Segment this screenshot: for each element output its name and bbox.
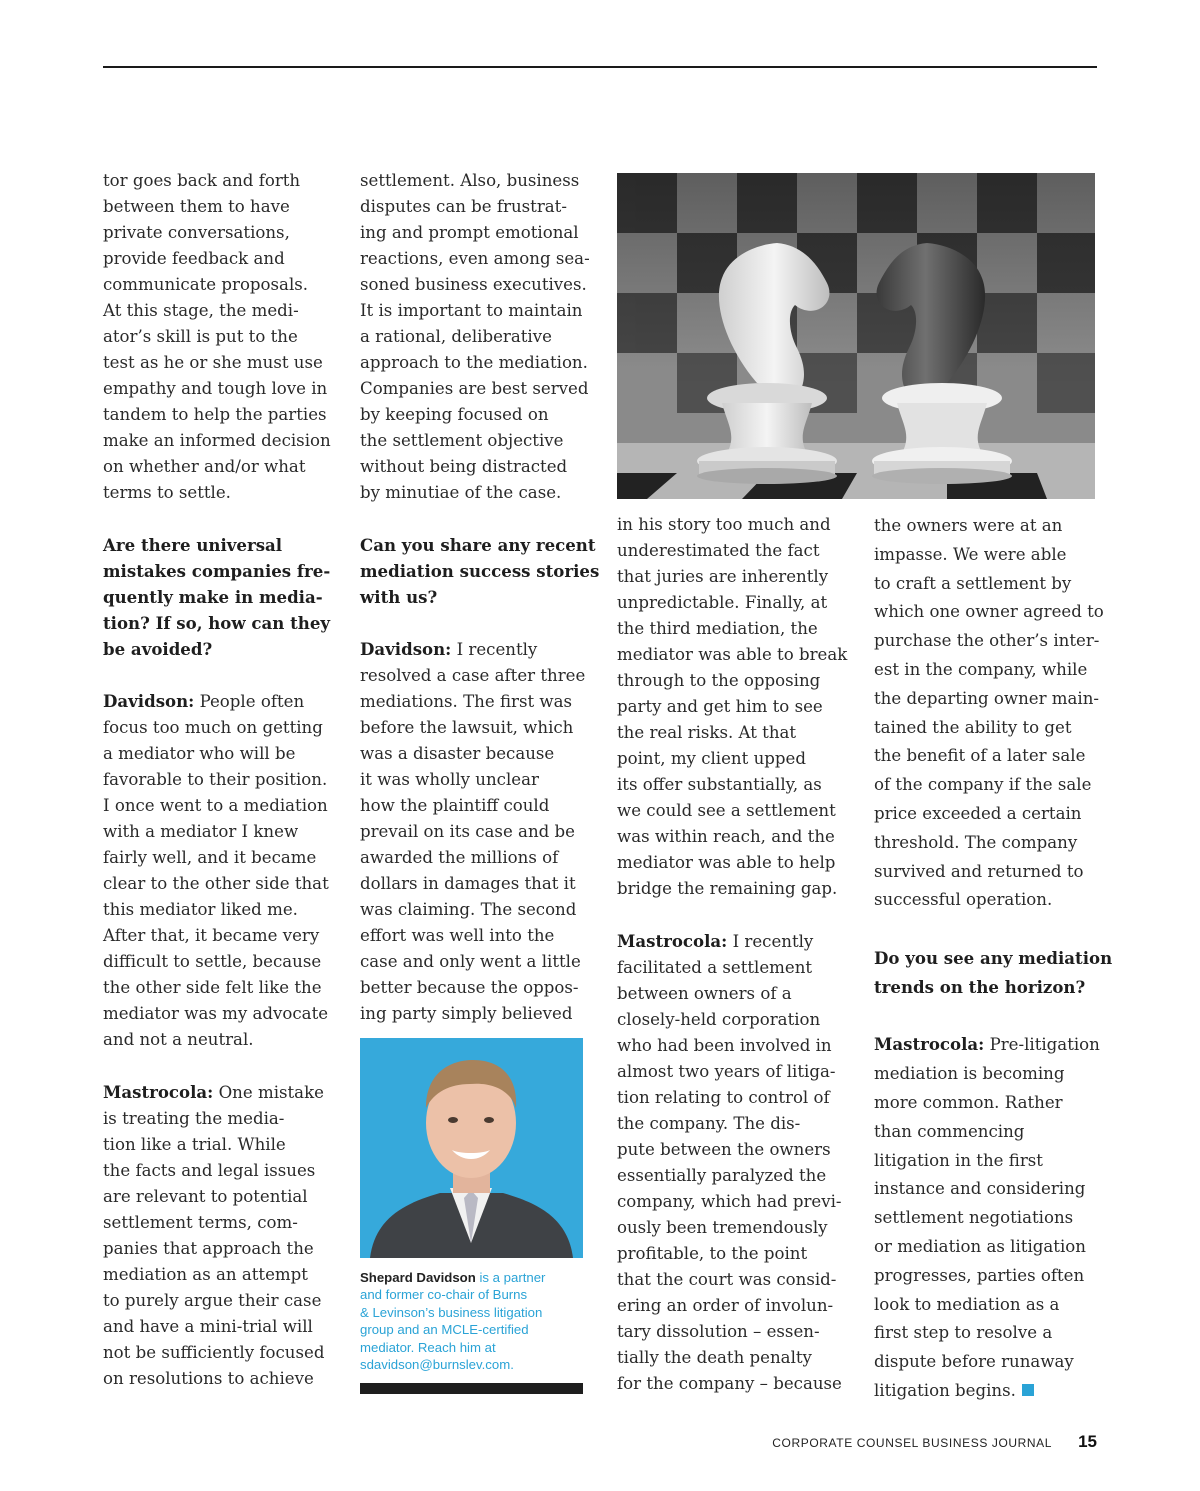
paragraph: the owners were at an impasse. We were able to craft a settlement by which one owner agreed to purchase the other’s inter- est in the company, while the departing owner main- tained the ability to get the benefit of a later sale of the company if the sale price exceeded a certain threshold. The company survived and returned to successful operation. bbox=[874, 516, 1104, 910]
interview-answer: Mastrocola: I recently facilitated a settlement between owners of a closely-held corporation who had been involved in almost two years of litiga- tion relating to control of the company. The dis- pute between the owners essentially paralyzed the company, which had previ- ously been tremendously profitable, to the point that the court was consid- ering an order of involun- tary dissolution – essen- tially the death penalty for the company – because bbox=[617, 931, 842, 1393]
interview-question: Can you share any recent mediation success stories with us? bbox=[360, 535, 600, 607]
end-of-article-square-icon bbox=[1022, 1384, 1034, 1396]
speaker-name: Mastrocola: bbox=[617, 931, 728, 951]
paragraph: settlement. Also, business disputes can be frustrat- ing and prompt emotional reactions, even among sea- soned business executives. It is important to maintain a rational, deliberative approach to the mediation. Companies are best served by keeping focused on the settlement objective without being distracted by minutiae of the case. bbox=[360, 171, 590, 502]
paragraph: tor goes back and forth between them to have private conversations, provide feedback and communicate proposals. At this stage, the medi- ator’s skill is put to the test as he or she must use empathy and tough love in tandem to help the parties make an informed decision on whether and/or what terms to settle. bbox=[103, 171, 331, 502]
author-bio-caption: Shepard Davidson is a partner and former co-chair of Burns & Levinson’s business litigation group and an MCLE-certified mediator. Reach him at sdavidson@burnslev.com. bbox=[360, 1269, 585, 1373]
speaker-name: Mastrocola: bbox=[874, 1034, 985, 1055]
caption-bar bbox=[360, 1383, 583, 1394]
page-number: 15 bbox=[1078, 1432, 1097, 1451]
interview-answer: Davidson: I recently resolved a case after three mediations. The first was before the lawsuit, which was a disaster because it was wholly unclear how the plaintiff could prevail on its case and be awarded the millions of dollars in damages that it was claiming. The second effort was well into the case and only went a little better because the oppos- ing party simply believed bbox=[360, 639, 586, 1023]
article-column-1 bbox=[103, 168, 331, 1392]
article-column-2 bbox=[360, 168, 600, 1027]
author-portrait-photo bbox=[360, 1038, 583, 1258]
speaker-name: Davidson: bbox=[360, 639, 452, 659]
interview-answer: Mastrocola: Pre-litigation mediation is becoming more common. Rather than commencing litigation in the first instance and considering settlement negotiations or mediation as litigation progresses, parties often look to mediation as a first step to resolve a dispute before runaway litigation begins. bbox=[874, 1034, 1100, 1400]
interview-question: Do you see any mediation trends on the horizon? bbox=[874, 947, 1113, 997]
speaker-name: Mastrocola: bbox=[103, 1082, 214, 1102]
interview-answer: Mastrocola: One mistake is treating the media- tion like a trial. While the facts and legal issues are relevant to potential settlement terms, com- panies that approach the mediation as an attempt to purely argue their case and have a mini-trial will not be sufficiently focused on resolutions to achieve bbox=[103, 1082, 325, 1388]
top-rule bbox=[103, 66, 1097, 68]
article-column-3 bbox=[617, 512, 848, 1397]
speaker-name: Davidson: bbox=[103, 691, 195, 711]
publication-name: CORPORATE COUNSEL BUSINESS JOURNAL bbox=[772, 1436, 1053, 1450]
paragraph: in his story too much and underestimated the fact that juries are inherently unpredictable. Finally, at the third mediation, the mediator was able to break through to the opposing party and get him to see the real risks. At that point, my client upped its offer substantially, as we could see a settlement was within reach, and the mediator was able to help bridge the remaining gap. bbox=[617, 515, 848, 898]
interview-question: Are there universal mistakes companies fre- quently make in media- tion? If so, how can they be avoided? bbox=[103, 535, 331, 659]
chess-knights-photo bbox=[617, 173, 1095, 499]
article-column-4 bbox=[874, 512, 1113, 1406]
interview-answer: Davidson: People often focus too much on getting a mediator who will be favorable to their position. I once went to a mediation with a mediator I knew fairly well, and it became clear to the other side that this mediator liked me. After that, it became very difficult to settle, because the other side felt like the mediator was my advocate and not a neutral. bbox=[103, 691, 329, 1049]
page-footer bbox=[772, 1432, 1097, 1452]
author-email: sdavidson@burnslev.com. bbox=[360, 1357, 514, 1373]
author-name: Shepard Davidson bbox=[360, 1270, 476, 1285]
